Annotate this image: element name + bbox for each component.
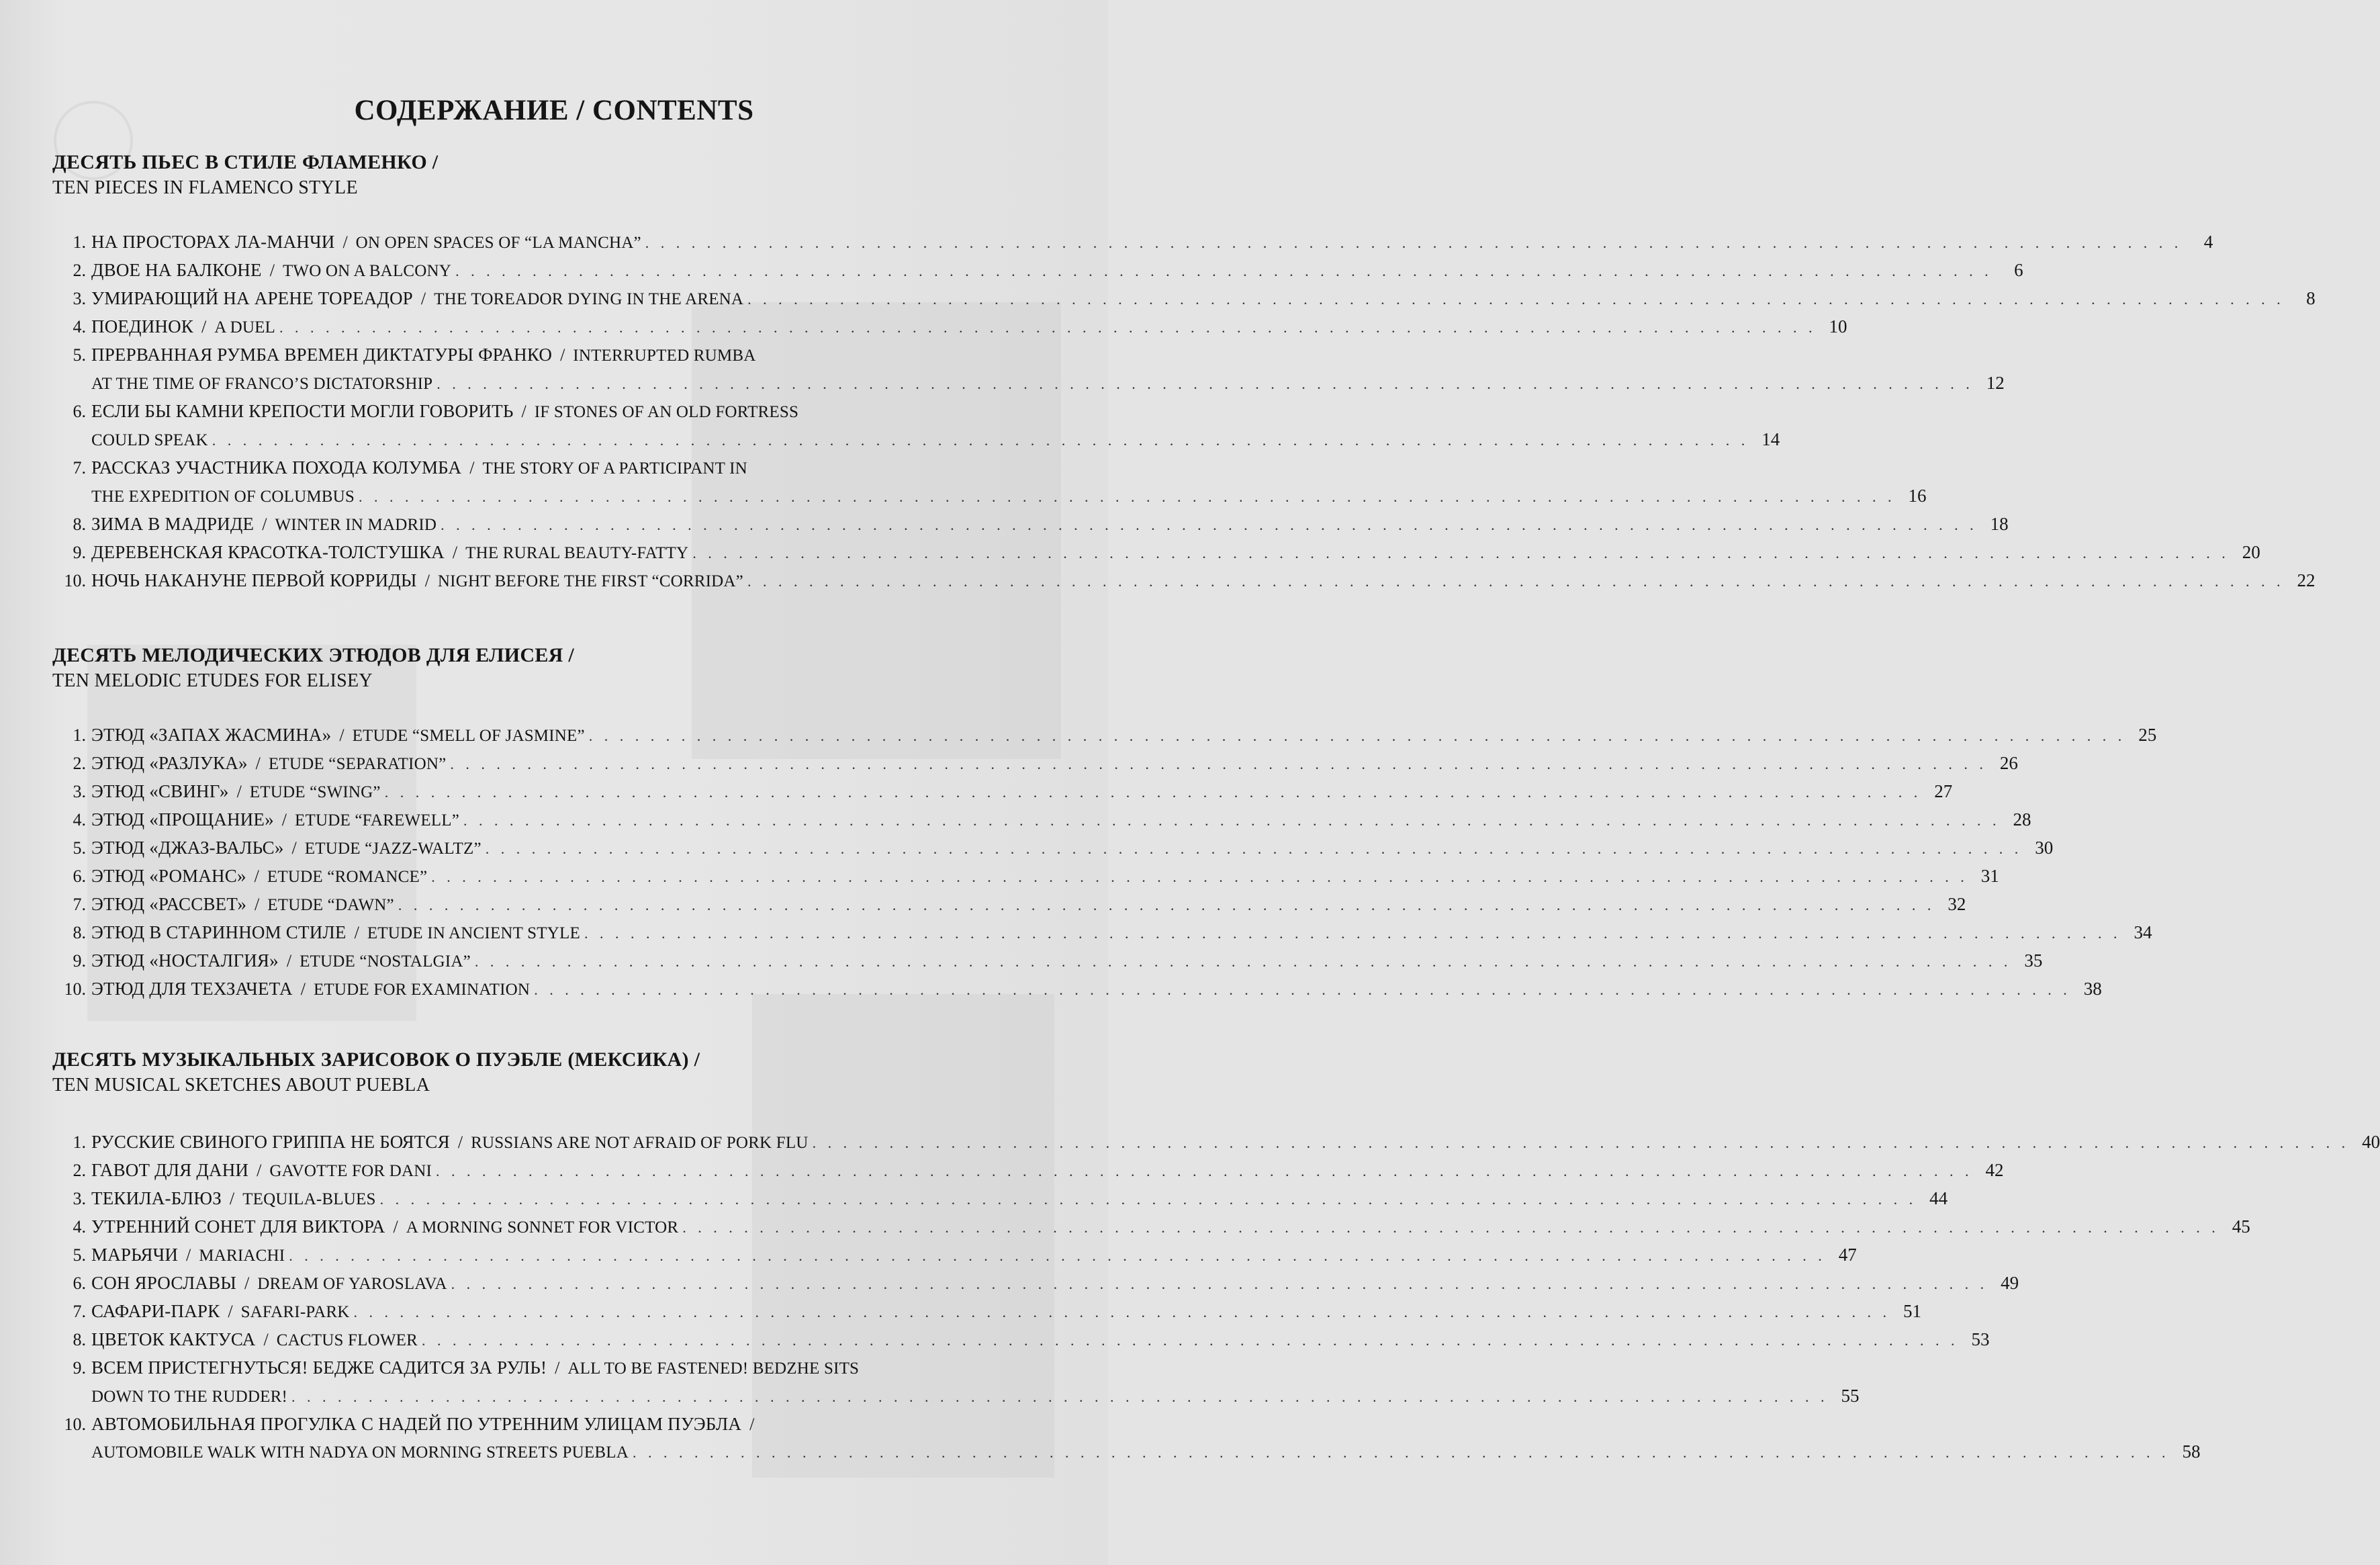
toc-entry-line — [59, 285, 2316, 313]
entry-separator: / — [254, 866, 259, 886]
entry-title-ru: УТРЕННИЙ СОНЕТ ДЛЯ ВИКТОРА — [91, 1216, 385, 1237]
entry-number: 5. — [73, 345, 86, 365]
toc-entry-line — [59, 891, 1966, 919]
entry-page-number: 6 — [2014, 260, 2023, 280]
entry-page-number: 35 — [2024, 950, 2043, 971]
entry-title-en-continued: DOWN TO THE RUDDER! — [91, 1388, 287, 1406]
toc-entry — [59, 539, 2260, 567]
dot-leader: . . . . . . . . . . . . . . . . . . . . . . . . . . . . . . . . . . . . . . . . . . . . . . . . . . . . . . . . . . . . . . . . . . . . . . . . . . . . . . . . . . . . . . . . . . . . . . . . . . . . — [450, 756, 1987, 772]
toc-entry — [59, 257, 2023, 285]
dot-leader: . . . . . . . . . . . . . . . . . . . . . . . . . . . . . . . . . . . . . . . . . . . . . . . . . . . . . . . . . . . . . . . . . . . . . . . . . . . . . . . . . . . . . . . . . . . . . . . . . . . . — [474, 953, 2012, 970]
toc-entry-line — [59, 834, 2054, 862]
entry-separator: / — [424, 571, 430, 590]
section-title-ru: ДЕСЯТЬ ПЬЕС В СТИЛЕ ФЛАМЕНКО / — [52, 151, 439, 173]
toc-entry — [59, 341, 2005, 398]
entry-title-en: ALL TO BE FASTENED! BEDZHE SITS — [567, 1359, 860, 1378]
toc-entry — [59, 891, 1966, 919]
entry-page-number: 22 — [2297, 570, 2316, 590]
entry-separator: / — [269, 261, 275, 280]
section-puebla — [52, 1046, 1026, 1098]
entry-title-en: INTERRUPTED RUMBA — [573, 347, 756, 365]
toc-entry-line — [59, 567, 2316, 595]
entry-title-en-continued: AUTOMOBILE WALK WITH NADYA ON MORNING STREETS PUEBLA — [91, 1443, 629, 1462]
section-title-en: TEN MUSICAL SKETCHES ABOUT PUEBLA — [52, 1075, 430, 1096]
dot-leader: . . . . . . . . . . . . . . . . . . . . . . . . . . . . . . . . . . . . . . . . . . . . . . . . . . . . . . . . . . . . . . . . . . . . . . . . . . . . . . . . . . . . . . . . . . . . . . . . . . . . — [359, 488, 1896, 505]
entry-title-ru: ТЕКИЛА-БЛЮЗ — [91, 1188, 222, 1208]
entry-page-number: 58 — [2182, 1441, 2201, 1462]
entry-separator: / — [291, 838, 297, 858]
dot-leader: . . . . . . . . . . . . . . . . . . . . . . . . . . . . . . . . . . . . . . . . . . . . . . . . . . . . . . . . . . . . . . . . . . . . . . . . . . . . . . . . . . . . . . . . . . . . . . . . . . . . — [451, 1276, 1988, 1292]
entry-page-number: 53 — [1971, 1329, 1990, 1349]
entry-page-number: 47 — [1838, 1245, 1857, 1265]
toc-entry — [59, 834, 2054, 862]
entry-separator: / — [286, 951, 292, 971]
toc-entry-line — [59, 228, 2213, 257]
entry-separator: / — [244, 1273, 250, 1293]
toc-entry-line — [59, 1185, 1948, 1213]
toc-entry — [59, 1411, 2201, 1466]
dot-leader: . . . . . . . . . . . . . . . . . . . . . . . . . . . . . . . . . . . . . . . . . . . . . . . . . . . . . . . . . . . . . . . . . . . . . . . . . . . . . . . . . . . . . . . . . . . . . . . . . . . . — [534, 981, 2071, 998]
entry-page-number: 28 — [2013, 809, 2031, 830]
entry-title-ru: АВТОМОБИЛЬНАЯ ПРОГУЛКА С НАДЕЙ ПО УТРЕННИМ УЛИЦАМ ПУЭБЛА — [91, 1414, 742, 1434]
entry-title-en: ETUDE IN ANCIENT STYLE — [367, 924, 580, 942]
dot-leader: . . . . . . . . . . . . . . . . . . . . . . . . . . . . . . . . . . . . . . . . . . . . . . . . . . . . . . . . . . . . . . . . . . . . . . . . . . . . . . . . . . . . . . . . . . . . . . . . . . . . — [747, 573, 2285, 590]
entry-title-ru: ГАВОТ ДЛЯ ДАНИ — [91, 1160, 249, 1180]
entry-title-ru: ЭТЮД «ЗАПАХ ЖАСМИНА» — [91, 725, 332, 745]
dot-leader: . . . . . . . . . . . . . . . . . . . . . . . . . . . . . . . . . . . . . . . . . . . . . . . . . . . . . . . . . . . . . . . . . . . . . . . . . . . . . . . . . . . . . . . . . . . . . . . . . . . . — [463, 812, 2001, 829]
entry-separator: / — [229, 1189, 235, 1208]
toc-entry — [59, 919, 2152, 947]
dot-leader: . . . . . . . . . . . . . . . . . . . . . . . . . . . . . . . . . . . . . . . . . . . . . . . . . . . . . . . . . . . . . . . . . . . . . . . . . . . . . . . . . . . . . . . . . . . . . . . . . . . . — [437, 375, 1974, 392]
toc-entry — [59, 285, 2316, 313]
entry-title-ru: УМИРАЮЩИЙ НА АРЕНЕ ТОРЕАДОР — [91, 288, 413, 308]
toc-entry-line — [59, 313, 1847, 341]
entry-title-ru: НА ПРОСТОРАХ ЛА-МАНЧИ — [91, 232, 335, 252]
entry-title-en: TWO ON A BALCONY — [282, 262, 452, 280]
entry-page-number: 14 — [1761, 429, 1780, 449]
section-title-en: TEN MELODIC ETUDES FOR ELISEY — [52, 670, 373, 691]
entry-title-ru: САФАРИ-ПАРК — [91, 1301, 220, 1321]
entry-title-ru: ЭТЮД В СТАРИННОМ СТИЛЕ — [91, 922, 347, 942]
entry-title-ru: МАРЬЯЧИ — [91, 1245, 179, 1265]
entry-title-en: ETUDE “SMELL OF JASMINE” — [352, 727, 585, 745]
entry-number: 7. — [73, 895, 86, 914]
entry-title-ru: ЭТЮД «РАССВЕТ» — [91, 894, 247, 914]
toc-entry — [59, 1354, 1860, 1411]
toc-entry-line — [59, 1298, 1922, 1326]
entry-title-en-continued: AT THE TIME OF FRANCO’S DICTATORSHIP — [91, 375, 433, 393]
dot-leader: . . . . . . . . . . . . . . . . . . . . . . . . . . . . . . . . . . . . . . . . . . . . . . . . . . . . . . . . . . . . . . . . . . . . . . . . . . . . . . . . . . . . . . . . . . . . . . . . . . . . — [291, 1388, 1829, 1405]
toc-entry-continuation — [59, 426, 1780, 454]
entry-number: 6. — [73, 402, 86, 421]
entry-number: 1. — [73, 725, 86, 745]
entry-number: 5. — [73, 838, 86, 858]
entry-title-en: ON OPEN SPACES OF “LA MANCHA” — [355, 234, 641, 252]
toc-entry — [59, 1298, 1922, 1326]
entry-separator: / — [469, 458, 475, 478]
entry-title-en-continued: COULD SPEAK — [91, 431, 208, 449]
entry-number: 2. — [73, 1161, 86, 1180]
entry-number: 6. — [73, 866, 86, 886]
toc-entry — [59, 1128, 2380, 1157]
section-puebla-list — [59, 1128, 2380, 1466]
entry-title-ru: НОЧЬ НАКАНУНЕ ПЕРВОЙ КОРРИДЫ — [91, 570, 417, 590]
entry-title-ru: ЭТЮД ДЛЯ ТЕХЗАЧЕТА — [91, 979, 293, 999]
dot-leader: . . . . . . . . . . . . . . . . . . . . . . . . . . . . . . . . . . . . . . . . . . . . . . . . . . . . . . . . . . . . . . . . . . . . . . . . . . . . . . . . . . . . . . . . . . . . . . . . . . . . — [398, 897, 1935, 913]
toc-entry — [59, 567, 2316, 595]
entry-number: 4. — [73, 1217, 86, 1237]
dot-leader: . . . . . . . . . . . . . . . . . . . . . . . . . . . . . . . . . . . . . . . . . . . . . . . . . . . . . . . . . . . . . . . . . . . . . . . . . . . . . . . . . . . . . . . . . . . . . . . . . . . . — [289, 1247, 1826, 1264]
entry-title-en: ETUDE “JAZZ-WALTZ” — [304, 840, 482, 858]
toc-entry — [59, 862, 1999, 891]
entry-page-number: 8 — [2306, 288, 2316, 308]
section-etudes-list — [59, 721, 2157, 1003]
entry-page-number: 40 — [2362, 1132, 2380, 1152]
entry-separator: / — [263, 1330, 269, 1349]
entry-number: 3. — [73, 289, 86, 308]
toc-entry — [59, 313, 1847, 341]
toc-entry — [59, 947, 2043, 975]
entry-title-ru: ЦВЕТОК КАКТУСА — [91, 1329, 256, 1349]
entry-number: 7. — [73, 1302, 86, 1321]
toc-entry — [59, 1157, 2004, 1185]
entry-title-en: ETUDE “SWING” — [249, 783, 381, 801]
entry-page-number: 12 — [1986, 373, 2005, 393]
section-flamenco-list — [59, 228, 2316, 595]
entry-title-en: ETUDE “SEPARATION” — [268, 755, 447, 773]
entry-title-ru: ДЕРЕВЕНСКАЯ КРАСОТКА-ТОЛСТУШКА — [91, 542, 445, 562]
entry-title-ru: ЭТЮД «СВИНГ» — [91, 781, 229, 801]
entry-number: 10. — [64, 979, 86, 999]
dot-leader: . . . . . . . . . . . . . . . . . . . . . . . . . . . . . . . . . . . . . . . . . . . . . . . . . . . . . . . . . . . . . . . . . . . . . . . . . . . . . . . . . . . . . . . . . . . . . . . . . . . . — [812, 1134, 2350, 1151]
entry-number: 8. — [73, 515, 86, 534]
dot-leader: . . . . . . . . . . . . . . . . . . . . . . . . . . . . . . . . . . . . . . . . . . . . . . . . . . . . . . . . . . . . . . . . . . . . . . . . . . . . . . . . . . . . . . . . . . . . . . . . . . . . — [632, 1444, 2170, 1461]
entry-title-en: RUSSIANS ARE NOT AFRAID OF PORK FLU — [471, 1134, 809, 1152]
toc-entry-line — [59, 1157, 2004, 1185]
entry-separator: / — [201, 317, 207, 337]
toc-entry — [59, 1326, 1990, 1354]
toc-entry-line — [59, 341, 1026, 369]
entry-number: 9. — [73, 1358, 86, 1378]
entry-page-number: 25 — [2138, 725, 2157, 745]
dot-leader: . . . . . . . . . . . . . . . . . . . . . . . . . . . . . . . . . . . . . . . . . . . . . . . . . . . . . . . . . . . . . . . . . . . . . . . . . . . . . . . . . . . . . . . . . . . . . . . . . . . . — [384, 784, 1922, 801]
entry-title-ru: ПРЕРВАННАЯ РУМБА ВРЕМЕН ДИКТАТУРЫ ФРАНКО — [91, 345, 553, 365]
section-title-en: TEN PIECES IN FLAMENCO STYLE — [52, 177, 358, 198]
dot-leader: . . . . . . . . . . . . . . . . . . . . . . . . . . . . . . . . . . . . . . . . . . . . . . . . . . . . . . . . . . . . . . . . . . . . . . . . . . . . . . . . . . . . . . . . . . . . . . . . . . . . — [455, 263, 1993, 279]
dot-leader: . . . . . . . . . . . . . . . . . . . . . . . . . . . . . . . . . . . . . . . . . . . . . . . . . . . . . . . . . . . . . . . . . . . . . . . . . . . . . . . . . . . . . . . . . . . . . . . . . . . . — [353, 1304, 1891, 1321]
toc-entry — [59, 228, 2213, 257]
toc-entry-line — [59, 257, 2023, 285]
entry-title-ru: ЕСЛИ БЫ КАМНИ КРЕПОСТИ МОГЛИ ГОВОРИТЬ — [91, 401, 514, 421]
toc-entry — [59, 510, 2009, 539]
toc-entry-line — [59, 750, 2018, 778]
section-flamenco — [52, 149, 1026, 200]
entry-title-en: A DUEL — [214, 318, 276, 337]
dot-leader: . . . . . . . . . . . . . . . . . . . . . . . . . . . . . . . . . . . . . . . . . . . . . . . . . . . . . . . . . . . . . . . . . . . . . . . . . . . . . . . . . . . . . . . . . . . . . . . . . . . . — [584, 925, 2121, 942]
entry-page-number: 49 — [2001, 1273, 2019, 1293]
entry-number: 9. — [73, 951, 86, 971]
toc-entry-continuation — [59, 482, 1927, 510]
entry-separator: / — [749, 1415, 755, 1434]
toc-entry-line — [59, 975, 2102, 1003]
toc-entry-line — [59, 1269, 2019, 1298]
entry-title-ru: ДВОЕ НА БАЛКОНЕ — [91, 260, 262, 280]
toc-entry-line — [59, 778, 1953, 806]
dot-leader: . . . . . . . . . . . . . . . . . . . . . . . . . . . . . . . . . . . . . . . . . . . . . . . . . . . . . . . . . . . . . . . . . . . . . . . . . . . . . . . . . . . . . . . . . . . . . . . . . . . . — [212, 432, 1749, 449]
entry-separator: / — [452, 543, 458, 562]
entry-number: 1. — [73, 1132, 86, 1152]
entry-title-ru: РАССКАЗ УЧАСТНИКА ПОХОДА КОЛУМБА — [91, 457, 462, 478]
entry-title-en: TEQUILA-BLUES — [242, 1190, 376, 1208]
entry-number: 10. — [64, 1415, 86, 1434]
section-etudes — [52, 642, 1026, 693]
entry-page-number: 16 — [1908, 486, 1927, 506]
entry-title-ru: ВСЕМ ПРИСТЕГНУТЬСЯ! БЕДЖЕ САДИТСЯ ЗА РУЛЬ! — [91, 1357, 547, 1378]
entry-title-en: THE RURAL BEAUTY-FATTY — [465, 544, 689, 562]
dot-leader: . . . . . . . . . . . . . . . . . . . . . . . . . . . . . . . . . . . . . . . . . . . . . . . . . . . . . . . . . . . . . . . . . . . . . . . . . . . . . . . . . . . . . . . . . . . . . . . . . . . . — [431, 868, 1968, 885]
dot-leader: . . . . . . . . . . . . . . . . . . . . . . . . . . . . . . . . . . . . . . . . . . . . . . . . . . . . . . . . . . . . . . . . . . . . . . . . . . . . . . . . . . . . . . . . . . . . . . . . . . . . — [421, 1332, 1959, 1349]
entry-separator: / — [354, 923, 359, 942]
entry-title-en: CACTUS FLOWER — [276, 1331, 418, 1349]
entry-number: 2. — [73, 261, 86, 280]
entry-page-number: 45 — [2232, 1216, 2250, 1237]
entry-title-en: GAVOTTE FOR DANI — [269, 1162, 432, 1180]
entry-title-en: A MORNING SONNET FOR VICTOR — [406, 1218, 679, 1237]
toc-entry-line — [59, 1128, 2380, 1157]
entry-separator: / — [257, 1161, 262, 1180]
dot-leader: . . . . . . . . . . . . . . . . . . . . . . . . . . . . . . . . . . . . . . . . . . . . . . . . . . . . . . . . . . . . . . . . . . . . . . . . . . . . . . . . . . . . . . . . . . . . . . . . . . . . — [485, 840, 2023, 857]
entry-title-en: NIGHT BEFORE THE FIRST “CORRIDA” — [437, 572, 743, 590]
toc-entry-line — [59, 1354, 1026, 1382]
toc-entry — [59, 721, 2157, 750]
entry-page-number: 34 — [2134, 922, 2152, 942]
entry-page-number: 27 — [1934, 781, 1953, 801]
entry-separator: / — [420, 289, 426, 308]
entry-page-number: 51 — [1903, 1301, 1922, 1321]
toc-entry-line — [59, 510, 2009, 539]
dot-leader: . . . . . . . . . . . . . . . . . . . . . . . . . . . . . . . . . . . . . . . . . . . . . . . . . . . . . . . . . . . . . . . . . . . . . . . . . . . . . . . . . . . . . . . . . . . . . . . . . . . . — [645, 234, 2183, 251]
entry-page-number: 10 — [1829, 316, 1847, 337]
entry-page-number: 32 — [1948, 894, 1966, 914]
toc-entry-line — [59, 1241, 1857, 1269]
entry-title-en: DREAM OF YAROSLAVA — [257, 1275, 447, 1293]
entry-separator: / — [255, 895, 260, 914]
entry-title-en: ETUDE “FAREWELL” — [295, 811, 460, 830]
entry-title-en: IF STONES OF AN OLD FORTRESS — [534, 403, 799, 421]
section-title-ru: ДЕСЯТЬ МЕЛОДИЧЕСКИХ ЭТЮДОВ ДЛЯ ЕЛИСЕЯ / — [52, 644, 575, 666]
entry-separator: / — [393, 1217, 398, 1237]
entry-separator: / — [300, 979, 306, 999]
entry-number: 10. — [64, 571, 86, 590]
entry-separator: / — [228, 1302, 233, 1321]
dot-leader: . . . . . . . . . . . . . . . . . . . . . . . . . . . . . . . . . . . . . . . . . . . . . . . . . . . . . . . . . . . . . . . . . . . . . . . . . . . . . . . . . . . . . . . . . . . . . . . . . . . . — [436, 1163, 1973, 1179]
toc-entry-line — [59, 1213, 2250, 1241]
toc-entry-continuation — [59, 369, 2005, 398]
entry-number: 4. — [73, 317, 86, 337]
toc-entry-line — [59, 1411, 1026, 1438]
entry-page-number: 44 — [1929, 1188, 1948, 1208]
toc-entry-continuation — [59, 1382, 1860, 1411]
entry-page-number: 18 — [1990, 514, 2009, 534]
dot-leader: . . . . . . . . . . . . . . . . . . . . . . . . . . . . . . . . . . . . . . . . . . . . . . . . . . . . . . . . . . . . . . . . . . . . . . . . . . . . . . . . . . . . . . . . . . . . . . . . . . . . — [279, 319, 1817, 336]
entry-title-en: THE TOREADOR DYING IN THE ARENA — [434, 290, 744, 308]
entry-separator: / — [521, 402, 527, 421]
toc-entry-continuation — [59, 1438, 2201, 1466]
toc-entry — [59, 750, 2018, 778]
entry-separator: / — [457, 1132, 463, 1152]
toc-entry — [59, 975, 2102, 1003]
entry-number: 5. — [73, 1245, 86, 1265]
entry-number: 3. — [73, 782, 86, 801]
entry-page-number: 55 — [1841, 1386, 1860, 1406]
entry-page-number: 31 — [1980, 866, 1999, 886]
entry-separator: / — [555, 1358, 560, 1378]
toc-entry-line — [59, 862, 1999, 891]
dot-leader: . . . . . . . . . . . . . . . . . . . . . . . . . . . . . . . . . . . . . . . . . . . . . . . . . . . . . . . . . . . . . . . . . . . . . . . . . . . . . . . . . . . . . . . . . . . . . . . . . . . . — [682, 1219, 2219, 1236]
entry-separator: / — [236, 782, 242, 801]
entry-title-ru: РУССКИЕ СВИНОГО ГРИППА НЕ БОЯТСЯ — [91, 1132, 450, 1152]
dot-leader: . . . . . . . . . . . . . . . . . . . . . . . . . . . . . . . . . . . . . . . . . . . . . . . . . . . . . . . . . . . . . . . . . . . . . . . . . . . . . . . . . . . . . . . . . . . . . . . . . . . . — [588, 727, 2126, 744]
entry-separator: / — [255, 754, 261, 773]
toc-entry — [59, 398, 1780, 454]
entry-title-en: ETUDE “DAWN” — [267, 896, 394, 914]
entry-title-en: MARIACHI — [199, 1247, 285, 1265]
toc-entry — [59, 1241, 1857, 1269]
entry-title-en: THE STORY OF A PARTICIPANT IN — [482, 459, 747, 478]
toc-entry — [59, 1185, 1948, 1213]
entry-title-ru: ЭТЮД «ПРОЩАНИЕ» — [91, 809, 274, 830]
entry-title-en: ETUDE “NOSTALGIA” — [300, 952, 471, 971]
entry-number: 4. — [73, 810, 86, 830]
toc-entry — [59, 1213, 2250, 1241]
dot-leader: . . . . . . . . . . . . . . . . . . . . . . . . . . . . . . . . . . . . . . . . . . . . . . . . . . . . . . . . . . . . . . . . . . . . . . . . . . . . . . . . . . . . . . . . . . . . . . . . . . . . — [379, 1191, 1917, 1208]
entry-number: 3. — [73, 1189, 86, 1208]
toc-entry — [59, 454, 1927, 510]
entry-separator: / — [342, 232, 348, 252]
entry-title-ru: ПОЕДИНОК — [91, 316, 194, 337]
toc-entry-line — [59, 1326, 1990, 1354]
toc-entry — [59, 778, 1953, 806]
entry-title-ru: ЗИМА В МАДРИДЕ — [91, 514, 255, 534]
entry-number: 6. — [73, 1273, 86, 1293]
toc-entry — [59, 1269, 2019, 1298]
entry-title-en: ETUDE “ROMANCE” — [267, 868, 428, 886]
entry-title-en: ETUDE FOR EXAMINATION — [313, 981, 531, 999]
entry-page-number: 4 — [2203, 232, 2213, 252]
entry-page-number: 38 — [2083, 979, 2102, 999]
entry-number: 1. — [73, 232, 86, 252]
entry-title-ru: ЭТЮД «РОМАНС» — [91, 866, 246, 886]
dot-leader: . . . . . . . . . . . . . . . . . . . . . . . . . . . . . . . . . . . . . . . . . . . . . . . . . . . . . . . . . . . . . . . . . . . . . . . . . . . . . . . . . . . . . . . . . . . . . . . . . . . . — [747, 291, 2285, 308]
toc-entry-line — [59, 919, 2152, 947]
entry-title-ru: ЭТЮД «РАЗЛУКА» — [91, 753, 248, 773]
entry-title-en: SAFARI-PARK — [240, 1303, 350, 1321]
entry-page-number: 26 — [1999, 753, 2018, 773]
entry-separator: / — [560, 345, 565, 365]
entry-separator: / — [262, 515, 267, 534]
toc-entry-line — [59, 454, 1026, 482]
entry-page-number: 42 — [1985, 1160, 2004, 1180]
entry-separator: / — [281, 810, 287, 830]
entry-number: 8. — [73, 1330, 86, 1349]
entry-separator: / — [339, 725, 345, 745]
toc-entry-line — [59, 806, 2031, 834]
toc-entry-line — [59, 539, 2260, 567]
entry-separator: / — [186, 1245, 191, 1265]
entry-title-ru: СОН ЯРОСЛАВЫ — [91, 1273, 237, 1293]
dot-leader: . . . . . . . . . . . . . . . . . . . . . . . . . . . . . . . . . . . . . . . . . . . . . . . . . . . . . . . . . . . . . . . . . . . . . . . . . . . . . . . . . . . . . . . . . . . . . . . . . . . . — [692, 545, 2230, 562]
entry-number: 8. — [73, 923, 86, 942]
toc-entry — [59, 806, 2031, 834]
entry-title-en-continued: THE EXPEDITION OF COLUMBUS — [91, 488, 355, 506]
entry-title-ru: ЭТЮД «ДЖАЗ-ВАЛЬС» — [91, 838, 284, 858]
dot-leader: . . . . . . . . . . . . . . . . . . . . . . . . . . . . . . . . . . . . . . . . . . . . . . . . . . . . . . . . . . . . . . . . . . . . . . . . . . . . . . . . . . . . . . . . . . . . . . . . . . . . — [441, 517, 1978, 533]
toc-entry-line — [59, 721, 2157, 750]
entry-page-number: 30 — [2035, 838, 2054, 858]
section-title-ru: ДЕСЯТЬ МУЗЫКАЛЬНЫХ ЗАРИСОВОК О ПУЭБЛЕ (МЕКСИКА) / — [52, 1048, 700, 1071]
entry-number: 2. — [73, 754, 86, 773]
page-title: СОДЕРЖАНИЕ / CONTENTS — [354, 95, 754, 126]
toc-entry-line — [59, 398, 1026, 426]
entry-title-en: WINTER IN MADRID — [275, 516, 437, 534]
entry-number: 7. — [73, 458, 86, 478]
entry-page-number: 20 — [2242, 542, 2260, 562]
entry-title-ru: ЭТЮД «НОСТАЛГИЯ» — [91, 950, 279, 971]
toc-entry-line — [59, 947, 2043, 975]
entry-number: 9. — [73, 543, 86, 562]
